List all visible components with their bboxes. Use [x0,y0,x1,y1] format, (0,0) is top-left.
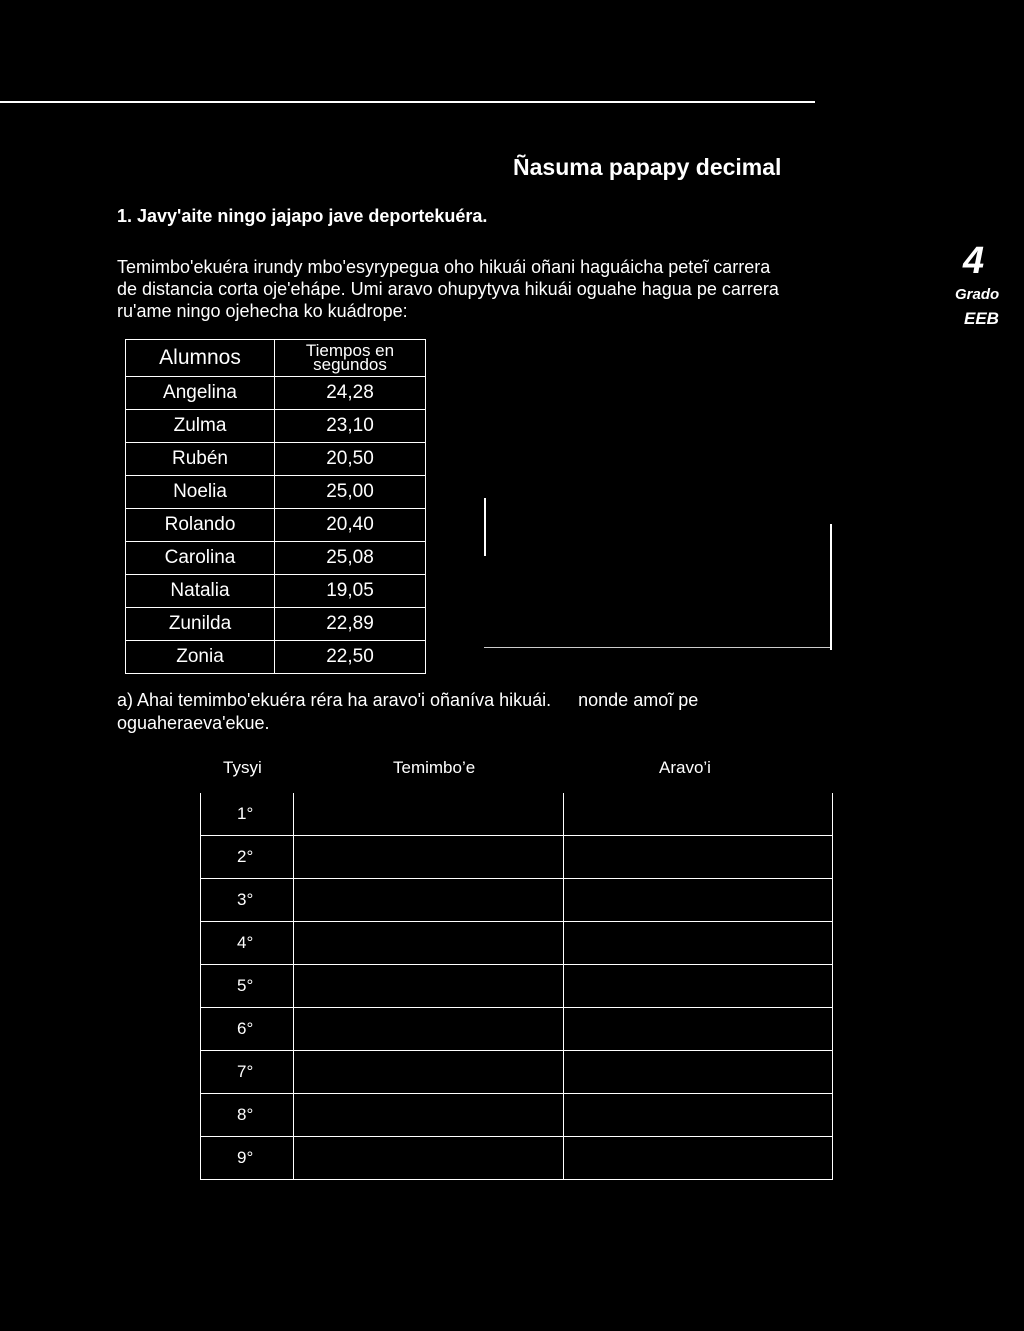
rank-time-cell[interactable] [564,879,833,922]
rank-position: 9° [201,1137,294,1180]
student-time: 20,50 [275,443,426,476]
question-line: oguaheraeva'ekue. [117,713,270,733]
rank-pupil-cell[interactable] [294,793,564,836]
rank-position: 7° [201,1051,294,1094]
ranking-row [201,1008,833,1051]
grade-level: EEB [964,309,999,328]
intro-paragraph [117,256,917,322]
question-text: a) Ahai temimbo'ekuéra réra ha aravo'i oñaníva hikuái. [117,690,552,710]
rank-pupil-cell[interactable] [294,879,564,922]
column-header-alumnos: Alumnos [126,340,275,377]
rank-position: 8° [201,1094,294,1137]
column-header-temimboe: Temimbo’e [393,758,476,777]
ranking-row [201,836,833,879]
question-line [117,689,698,712]
rank-position: 2° [201,836,294,879]
intro-line: ru'ame ningo ojehecha ko kuádrope: [117,301,408,321]
student-time: 22,89 [275,608,426,641]
ranking-row [201,793,833,836]
rank-pupil-cell[interactable] [294,1008,564,1051]
intro-line: de distancia corta oje'ehápe. Umi aravo ohupytyva hikuái oguahe hagua pe carrera [117,279,779,299]
table-row [126,641,426,674]
frame-line [484,647,832,648]
table-row [126,542,426,575]
ranking-row [201,1094,833,1137]
exercise-title: 1. Javy'aite ningo jajapo jave deportekuéra. [117,206,488,226]
intro-line: Temimbo'ekuéra irundy mbo'esyrypegua oho hikuái oñani haguáicha peteĩ carrera [117,257,771,277]
ranking-row [201,922,833,965]
grade-label: Grado [955,286,1000,303]
ranking-row [201,1137,833,1180]
rank-time-cell[interactable] [564,922,833,965]
table-row [126,443,426,476]
student-time: 19,05 [275,575,426,608]
column-header-tiempos [275,340,426,377]
rank-time-cell[interactable] [564,965,833,1008]
ranking-row [201,965,833,1008]
rank-time-cell[interactable] [564,1051,833,1094]
rank-pupil-cell[interactable] [294,1094,564,1137]
rank-time-cell[interactable] [564,793,833,836]
column-header-tiempos-line1: Tiempos en [305,341,395,360]
student-name: Carolina [126,542,275,575]
section-title: Ñasuma papapy decimal [513,154,782,180]
rank-pupil-cell[interactable] [294,1137,564,1180]
column-header-tiempos-line2: segundos [313,355,387,374]
student-name: Rolando [126,509,275,542]
table-row [126,608,426,641]
ranking-table [200,793,833,1180]
rank-pupil-cell[interactable] [294,1051,564,1094]
rank-time-cell[interactable] [564,836,833,879]
table-row [126,410,426,443]
rank-position: 1° [201,793,294,836]
column-header-aravoi: Aravo’i [659,758,711,777]
frame-line [830,524,832,650]
question-a [117,689,698,735]
student-name: Noelia [126,476,275,509]
table-row [126,575,426,608]
student-name: Zulma [126,410,275,443]
student-time: 22,50 [275,641,426,674]
frame-line [484,498,486,556]
times-table-header [126,340,426,377]
rank-position: 5° [201,965,294,1008]
student-time: 24,28 [275,377,426,410]
student-time: 20,40 [275,509,426,542]
rank-pupil-cell[interactable] [294,965,564,1008]
student-name: Zonia [126,641,275,674]
question-text: nonde amoĩ pe [578,690,699,710]
rank-time-cell[interactable] [564,1094,833,1137]
rank-pupil-cell[interactable] [294,836,564,879]
rank-time-cell[interactable] [564,1008,833,1051]
student-time: 25,08 [275,542,426,575]
ranking-row [201,879,833,922]
table-row [126,476,426,509]
rank-position: 3° [201,879,294,922]
student-name: Angelina [126,377,275,410]
times-table [125,339,426,674]
student-name: Rubén [126,443,275,476]
column-header-tysyi: Tysyi [223,758,262,777]
student-name: Natalia [126,575,275,608]
ranking-row [201,1051,833,1094]
table-row [126,509,426,542]
student-time: 25,00 [275,476,426,509]
student-time: 23,10 [275,410,426,443]
rank-position: 4° [201,922,294,965]
rank-time-cell[interactable] [564,1137,833,1180]
student-name: Zunilda [126,608,275,641]
rank-pupil-cell[interactable] [294,922,564,965]
grade-number: 4 [963,240,985,282]
rank-position: 6° [201,1008,294,1051]
top-rule [0,101,815,103]
table-row [126,377,426,410]
